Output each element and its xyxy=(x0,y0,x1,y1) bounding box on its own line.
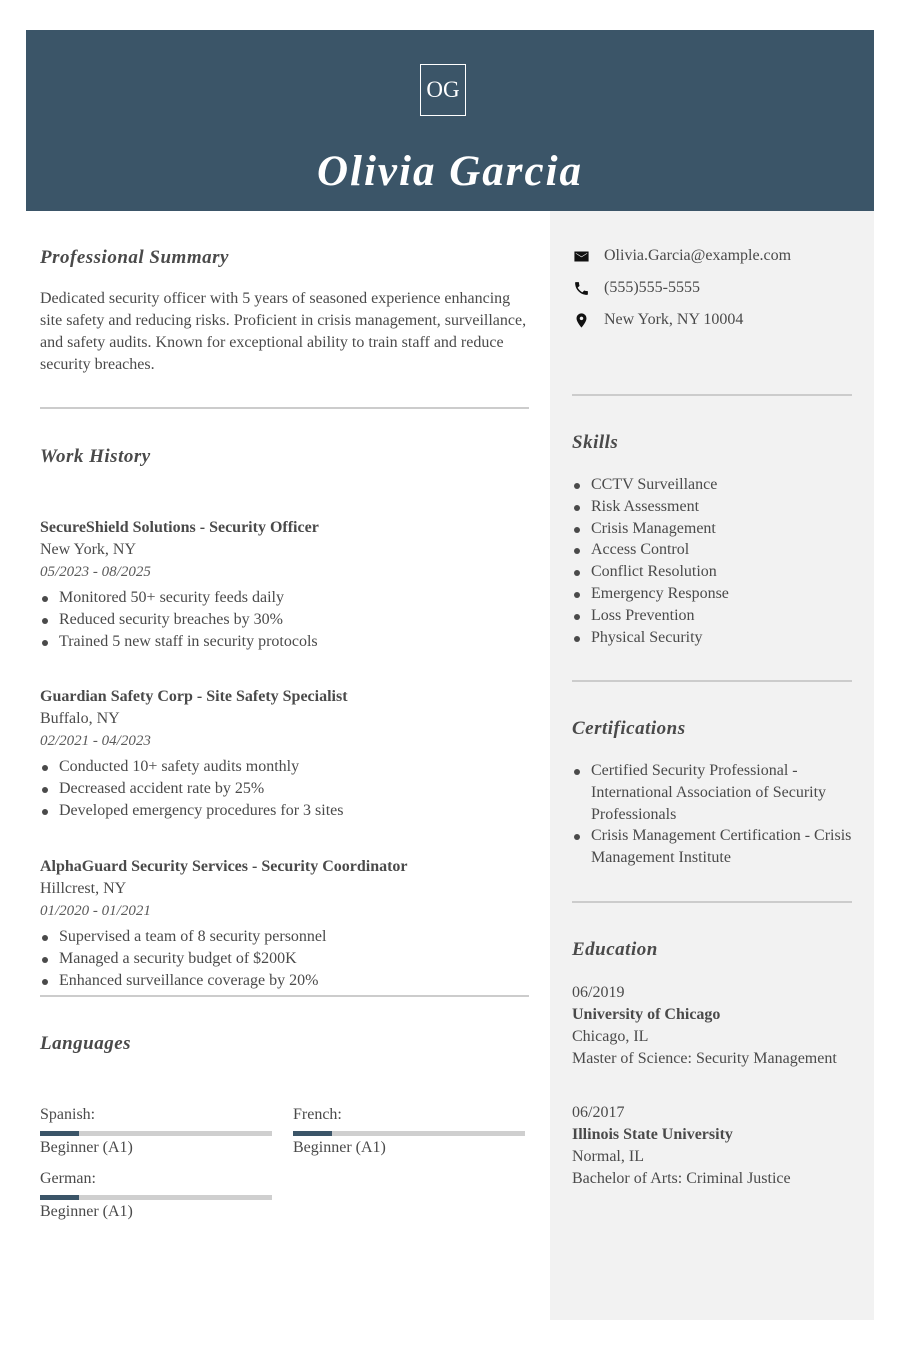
education-entry xyxy=(572,1102,852,1190)
job-bullet: Managed a security budget of $200K xyxy=(40,948,529,970)
skills-section-title: Skills xyxy=(572,432,619,453)
contact-phone xyxy=(572,277,852,299)
job-bullet: Enhanced surveillance coverage by 20% xyxy=(40,970,529,992)
language-proficiency-bar xyxy=(293,1131,525,1136)
work-history-section-title: Work History xyxy=(40,446,151,467)
job-bullet: Monitored 50+ security feeds daily xyxy=(40,587,529,609)
section-divider xyxy=(572,901,852,903)
job-bullets xyxy=(40,926,529,992)
job-location: Hillcrest, NY xyxy=(40,880,127,897)
language-level: Beginner (A1) xyxy=(40,1139,133,1156)
language-name: German: xyxy=(40,1170,96,1187)
job-dates: 02/2021 - 04/2023 xyxy=(40,733,151,749)
resume-header xyxy=(26,30,874,211)
education-date: 06/2019 xyxy=(572,984,625,1001)
section-divider xyxy=(572,680,852,682)
job-bullet: Trained 5 new staff in security protocols xyxy=(40,631,529,653)
job-dates: 01/2020 - 01/2021 xyxy=(40,903,151,919)
phone-icon xyxy=(572,279,590,297)
skill-item: Risk Assessment xyxy=(572,496,852,518)
job-heading: AlphaGuard Security Services - Security Coordinator xyxy=(40,858,408,875)
job-bullet: Conducted 10+ safety audits monthly xyxy=(40,756,529,778)
certification-item: Certified Security Professional - International Association of Security Professionals xyxy=(572,760,852,825)
skill-item: Loss Prevention xyxy=(572,605,852,627)
language-level: Beginner (A1) xyxy=(293,1139,386,1156)
language-proficiency-fill xyxy=(40,1131,79,1136)
skill-item: Access Control xyxy=(572,539,852,561)
envelope-icon xyxy=(572,247,590,265)
certifications-list xyxy=(572,760,852,869)
education-section-title: Education xyxy=(572,939,658,960)
section-divider xyxy=(572,394,852,396)
language-name: Spanish: xyxy=(40,1106,96,1123)
language-item xyxy=(40,1168,272,1223)
job-heading: SecureShield Solutions - Security Officer xyxy=(40,519,319,536)
job-dates: 05/2023 - 08/2025 xyxy=(40,564,151,580)
skill-item: CCTV Surveillance xyxy=(572,474,852,496)
education-degree: Bachelor of Arts: Criminal Justice xyxy=(572,1170,791,1187)
contact-address xyxy=(572,309,852,331)
job-location: Buffalo, NY xyxy=(40,710,120,727)
job-bullet: Developed emergency procedures for 3 sites xyxy=(40,800,529,822)
languages-section-title: Languages xyxy=(40,1033,132,1054)
skill-item: Conflict Resolution xyxy=(572,561,852,583)
job-bullets xyxy=(40,587,529,653)
section-divider xyxy=(40,407,529,409)
certification-item: Crisis Management Certification - Crisis Management Institute xyxy=(572,825,852,869)
monogram-badge: OG xyxy=(420,64,466,116)
job-bullet: Supervised a team of 8 security personnel xyxy=(40,926,529,948)
summary-text: Dedicated security officer with 5 years of seasoned experience enhancing site safety and reducing risks. Proficient in crisis management, surveillance, and safety audits. Known for exceptional ability to train staff and reduce security breaches. xyxy=(40,290,527,373)
contact-email xyxy=(572,245,852,267)
language-proficiency-fill xyxy=(40,1195,79,1200)
education-entry xyxy=(572,982,852,1070)
language-level: Beginner (A1) xyxy=(40,1203,133,1220)
education-school: Illinois State University xyxy=(572,1126,733,1143)
skill-item: Emergency Response xyxy=(572,583,852,605)
summary-section-title: Professional Summary xyxy=(40,247,229,268)
skill-item: Crisis Management xyxy=(572,518,852,540)
skill-item: Physical Security xyxy=(572,627,852,649)
education-location: Chicago, IL xyxy=(572,1028,649,1045)
language-proficiency-bar xyxy=(40,1131,272,1136)
job-location: New York, NY xyxy=(40,541,137,558)
education-date: 06/2017 xyxy=(572,1104,625,1121)
language-name: French: xyxy=(293,1106,342,1123)
education-degree: Master of Science: Security Management xyxy=(572,1050,837,1067)
job-bullets xyxy=(40,756,529,822)
job-entry xyxy=(40,856,529,992)
job-bullet: Decreased accident rate by 25% xyxy=(40,778,529,800)
education-school: University of Chicago xyxy=(572,1006,721,1023)
email-text[interactable]: Olivia.Garcia@example.com xyxy=(604,247,792,264)
language-item xyxy=(293,1104,525,1159)
job-entry xyxy=(40,517,529,653)
language-item xyxy=(40,1104,272,1159)
certifications-section-title: Certifications xyxy=(572,718,686,739)
address-text: New York, NY 10004 xyxy=(604,311,744,328)
job-entry xyxy=(40,686,529,822)
language-proficiency-fill xyxy=(293,1131,332,1136)
language-proficiency-bar xyxy=(40,1195,272,1200)
job-heading: Guardian Safety Corp - Site Safety Specialist xyxy=(40,688,348,705)
education-location: Normal, IL xyxy=(572,1148,644,1165)
location-pin-icon xyxy=(572,311,590,329)
section-divider xyxy=(40,995,529,997)
job-bullet: Reduced security breaches by 30% xyxy=(40,609,529,631)
skills-list xyxy=(572,474,852,648)
resume-page xyxy=(26,30,874,1320)
phone-text[interactable]: (555)555-5555 xyxy=(604,279,700,296)
candidate-name: Olivia Garcia xyxy=(316,148,584,195)
